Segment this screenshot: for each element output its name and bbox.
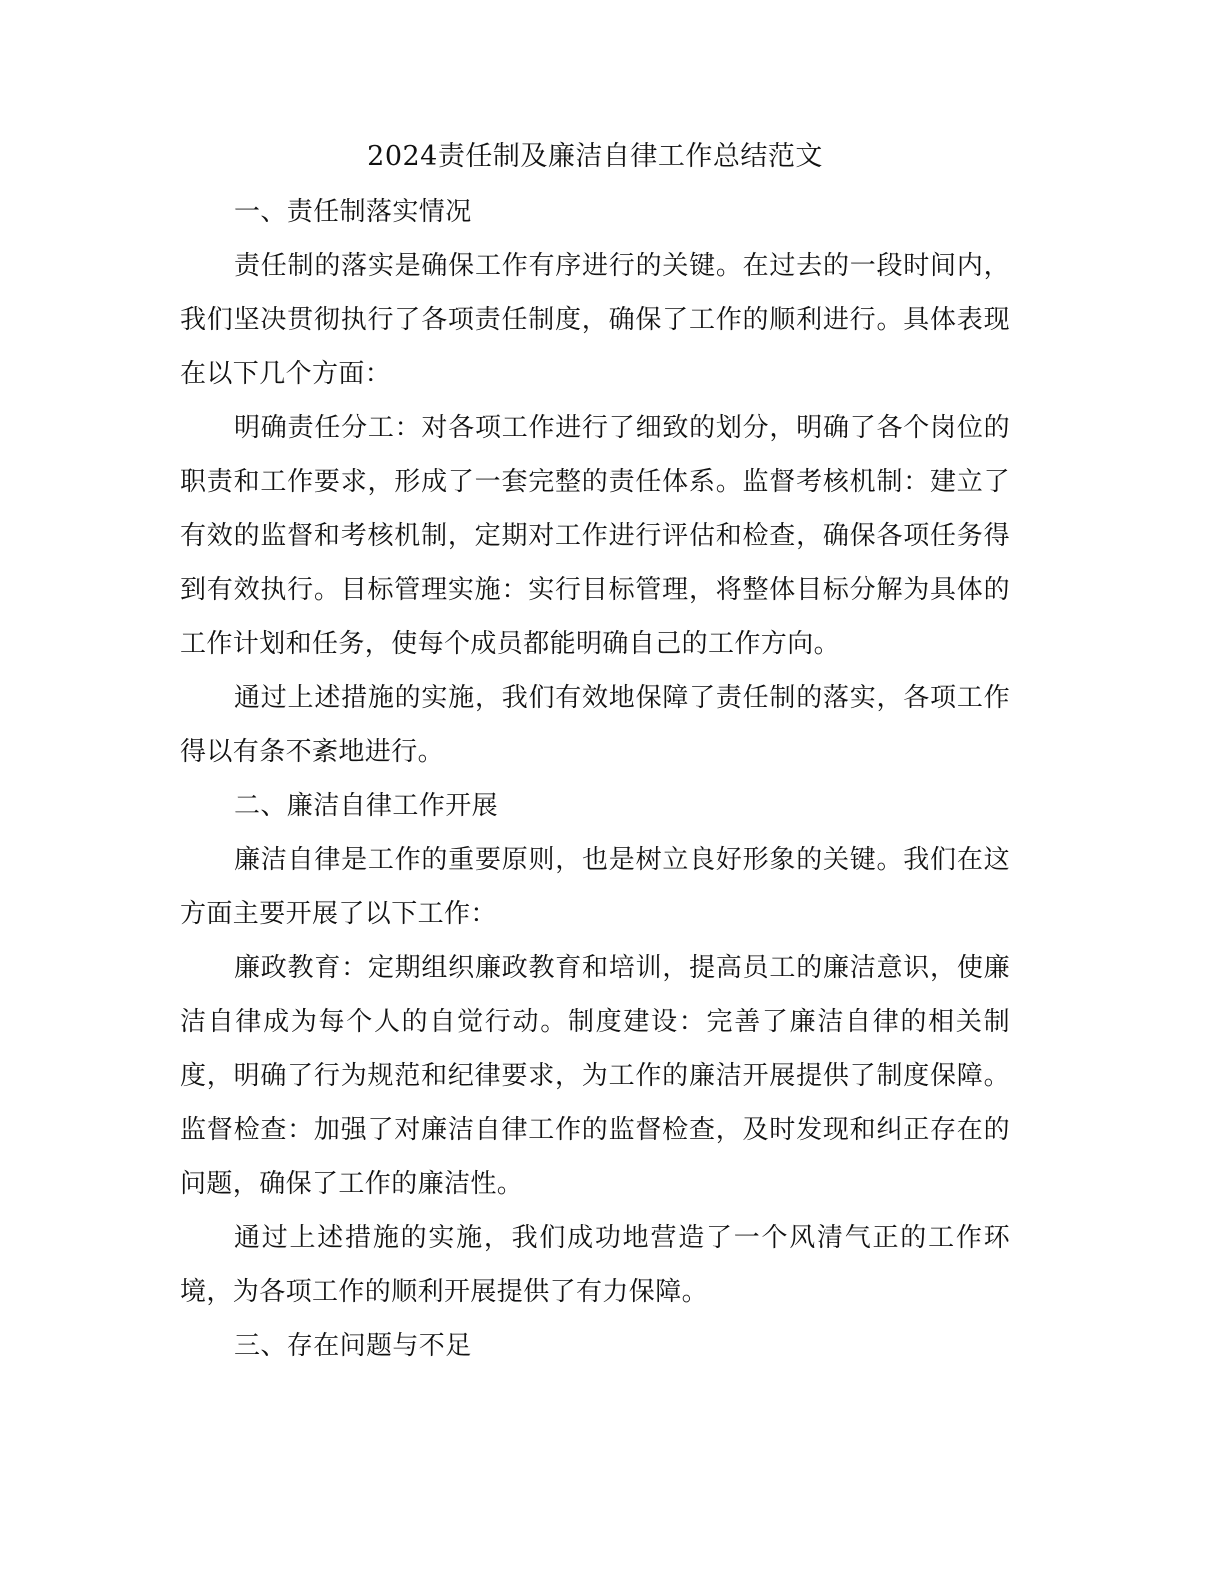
body-paragraph: 责任制的落实是确保工作有序进行的关键。在过去的一段时间内，我们坚决贯彻执行了各项责任制度，确保了工作的顺利进行。具体表现在以下几个方面： — [180, 251, 1010, 389]
body-paragraph: 通过上述措施的实施，我们成功地营造了一个风清气正的工作环境，为各项工作的顺利开展提供了有力保障。 — [180, 1223, 1010, 1307]
body-paragraph: 廉政教育：定期组织廉政教育和培训，提高员工的廉洁意识，使廉洁自律成为每个人的自觉行动。制度建设：完善了廉洁自律的相关制度，明确了行为规范和纪律要求，为工作的廉洁开展提供了制度保障。监督检查：加强了对廉洁自律工作的监督检查，及时发现和纠正存在的问题，确保了工作的廉洁性。 — [180, 953, 1010, 1199]
section-heading: 三、存在问题与不足 — [234, 1331, 472, 1361]
document-title: 2024责任制及廉洁自律工作总结范文 — [367, 141, 823, 172]
body-paragraph: 通过上述措施的实施，我们有效地保障了责任制的落实，各项工作得以有条不紊地进行。 — [180, 683, 1010, 767]
section-heading: 二、廉洁自律工作开展 — [234, 791, 499, 821]
section-heading: 一、责任制落实情况 — [234, 197, 472, 227]
body-paragraph: 廉洁自律是工作的重要原则，也是树立良好形象的关键。我们在这方面主要开展了以下工作： — [180, 845, 1010, 929]
body-paragraph: 明确责任分工：对各项工作进行了细致的划分，明确了各个岗位的职责和工作要求，形成了一套完整的责任体系。监督考核机制：建立了有效的监督和考核机制，定期对工作进行评估和检查，确保各项任务得到有效执行。目标管理实施：实行目标管理，将整体目标分解为具体的工作计划和任务，使每个成员都能明确自己的工作方向。 — [180, 413, 1010, 659]
section-3 — [180, 1319, 1010, 1373]
section-1 — [180, 185, 1010, 779]
document-page — [180, 132, 1010, 1373]
section-2 — [180, 779, 1010, 1319]
